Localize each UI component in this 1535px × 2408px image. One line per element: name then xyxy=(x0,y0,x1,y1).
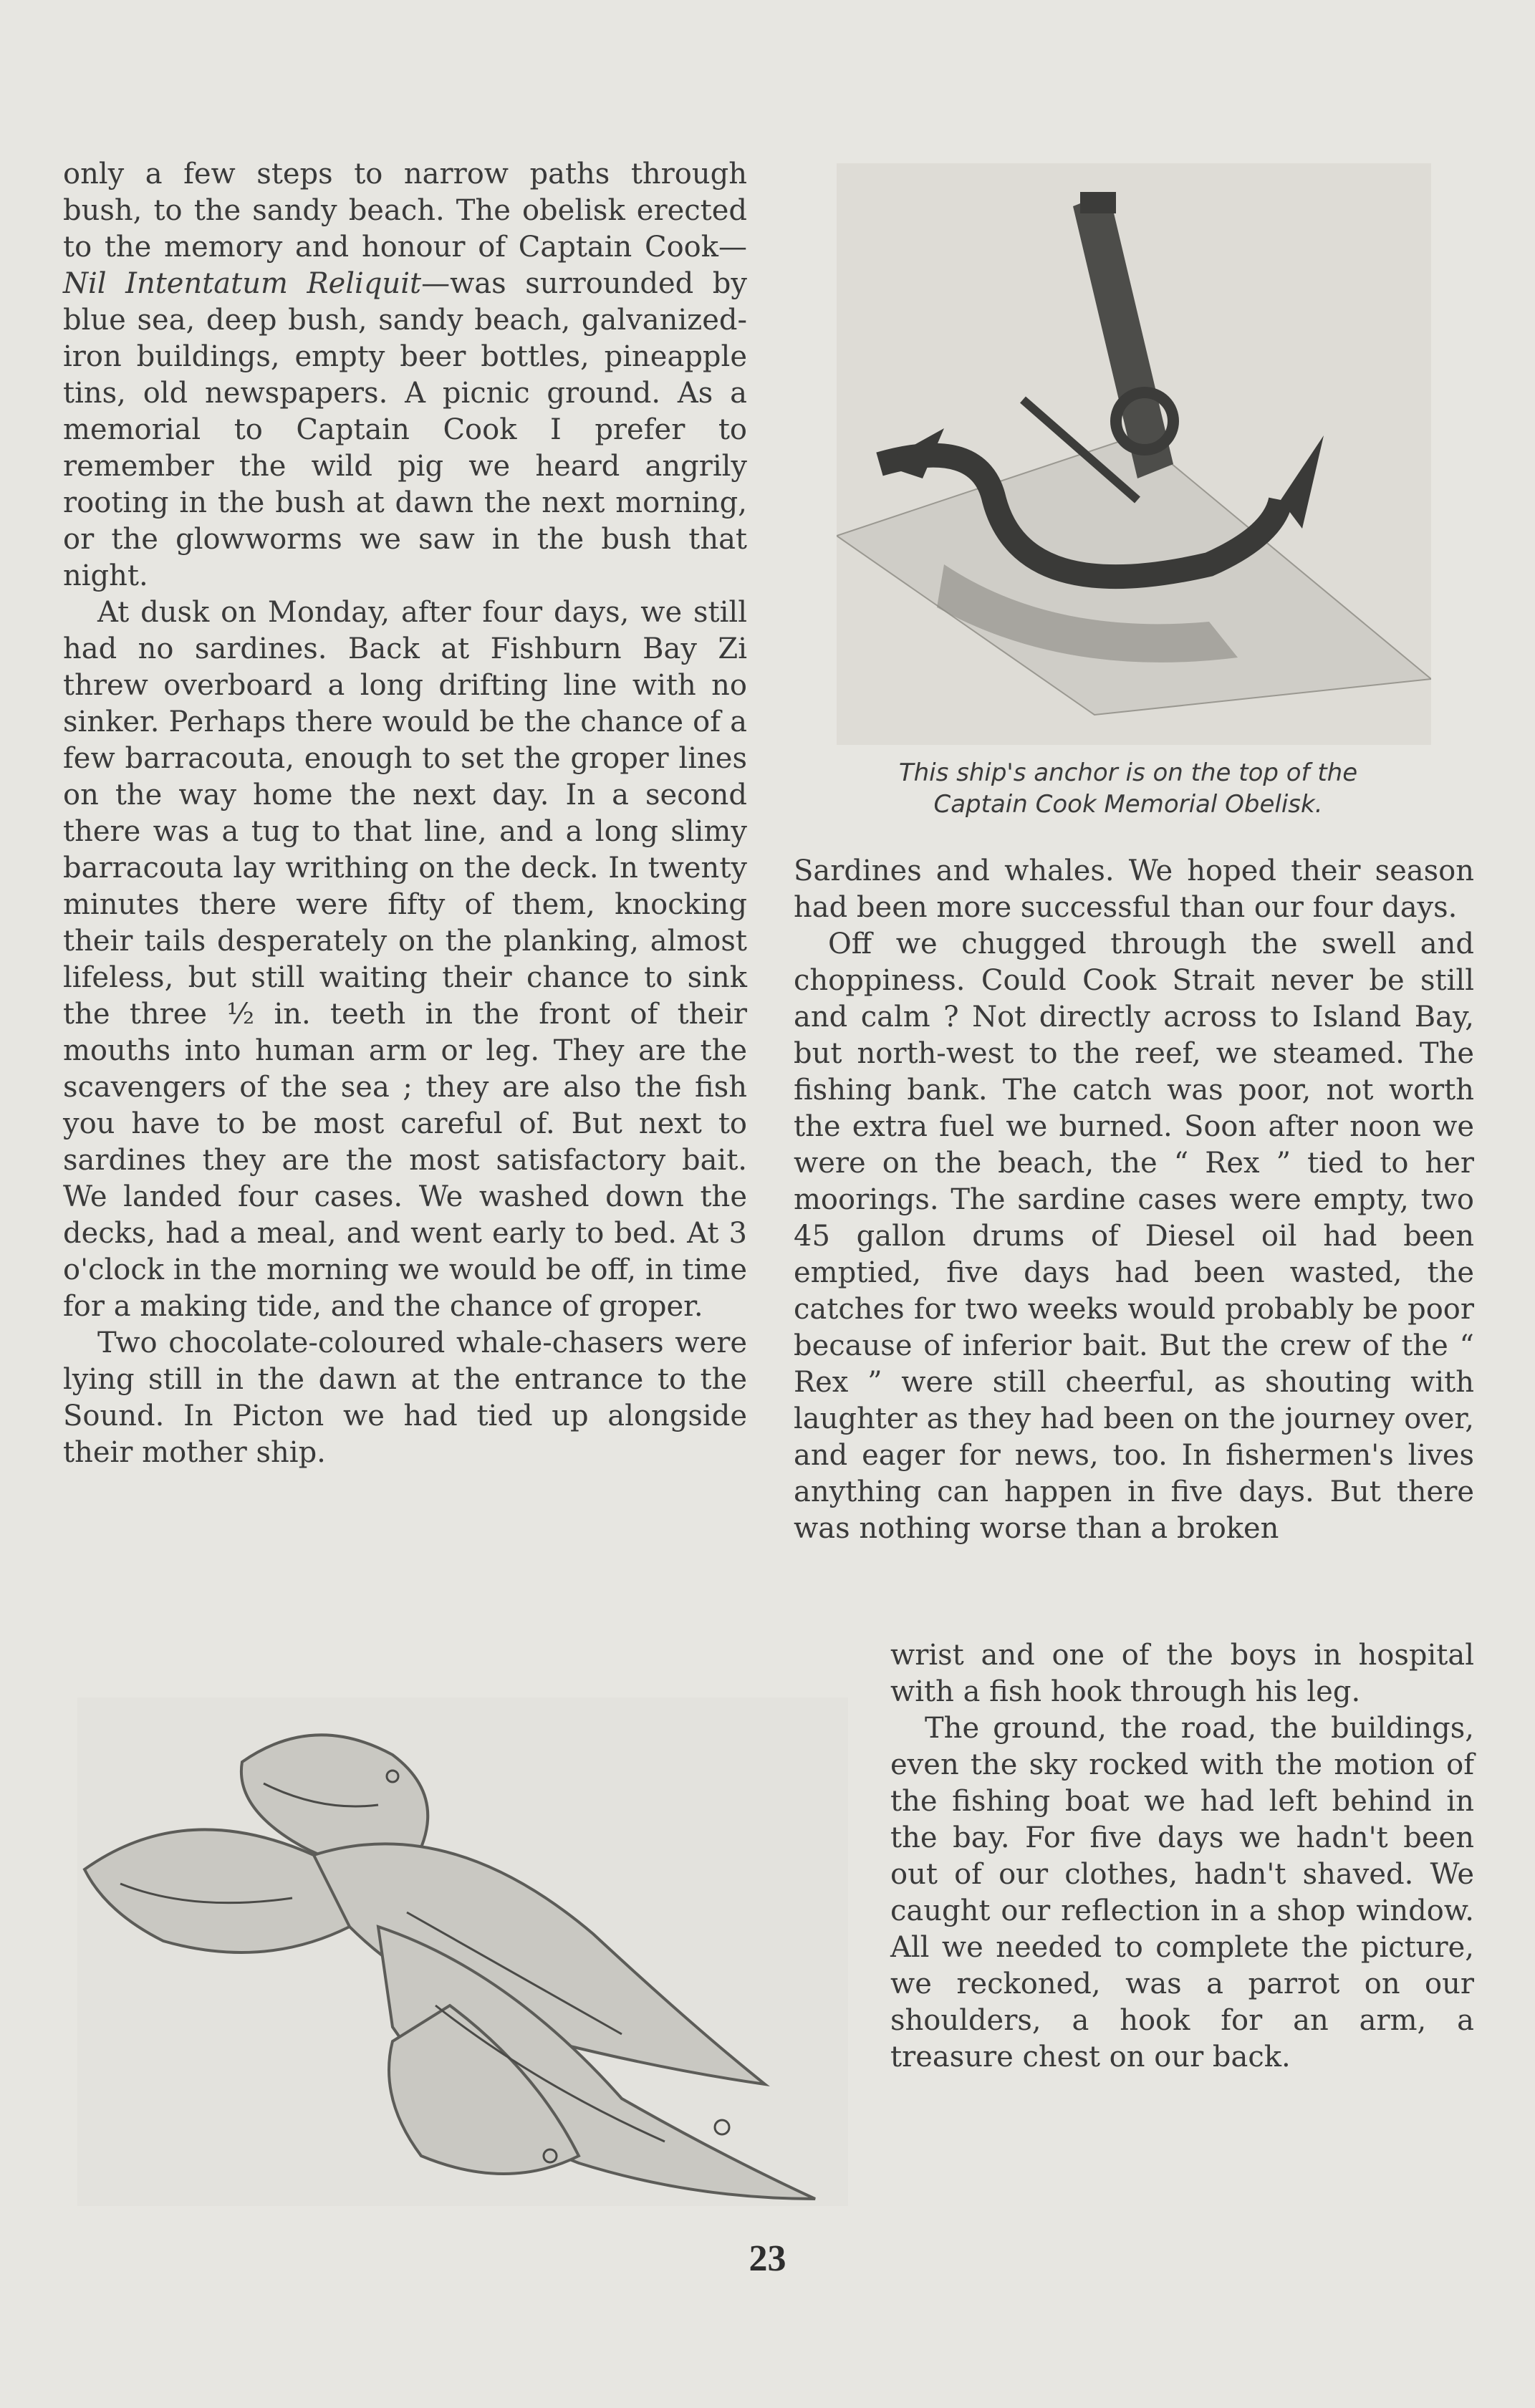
paragraph: Sardines and whales. We hoped their season had been more successful than our four days. xyxy=(794,854,1474,924)
right-column-narrow xyxy=(890,1637,1474,2076)
paragraph-text: only a few steps to narrow paths through bush, to the sandy beach. The obelisk erected to the memory and honour of Captain Cook— xyxy=(63,158,747,264)
paragraph: Off we chugged through the swell and choppiness. Could Cook Strait never be still and calm ? Not directly across to Island Bay, but north-west to the reef, we steamed. The fishing bank. The catch was poor, not worth the extra fuel we burned. Soon after noon we were on the beach, the “ Rex ” tied to her moorings. The sardine cases were empty, two 45 gallon drums of Diesel oil had been emptied, five days had been wasted, the catches for two weeks would probably be poor because of inferior bait. But the crew of the “ Rex ” were still cheerful, as shouting with laughter as they had been on the journey over, and eager for news, too. In fishermen's lives anything can happen in five days. But there was nothing worse than a broken xyxy=(794,928,1474,1545)
paragraph-continuation: wrist and one of the boys in hospital with a fish hook through his leg. xyxy=(890,1639,1474,1708)
right-column xyxy=(794,853,1474,1547)
barracouta-drawing xyxy=(77,1697,848,2206)
paragraph: At dusk on Monday, after four days, we still had no sardines. Back at Fishburn Bay Zi threw overboard a long drifting line with no sinker. Perhaps there would be the chance of a few barracouta, enough to set the groper lines on the way home the next day. In a second there was a tug to that line, and a long slimy barracouta lay writhing on the deck. In twenty minutes there were fifty of them, knocking their tails desperately on the planking, almost lifeless, but still waiting their chance to sink the three ½ in. teeth in the front of their mouths into human arm or leg. They are the scavengers of the sea ; they are also the fish you have to be most careful of. But next to sardines they are the most satisfactory bait. We landed four cases. We washed down the decks, had a meal, and went early to bed. At 3 o'clock in the morning we would be off, in time for a making tide, and the chance of groper. xyxy=(63,596,747,1323)
page-number: 23 xyxy=(749,2238,786,2279)
latin-motto: Nil Intentatum Reliquit xyxy=(63,267,422,300)
photo-caption xyxy=(802,757,1454,820)
caption-line: Captain Cook Memorial Obelisk. xyxy=(933,790,1323,819)
left-column xyxy=(63,156,747,1471)
caption-line: This ship's anchor is on the top of the xyxy=(898,758,1358,787)
anchor-photo xyxy=(837,163,1431,745)
fish-sketch xyxy=(77,1697,848,2206)
anchor-illustration xyxy=(837,163,1431,745)
paragraph xyxy=(63,156,747,594)
paragraph: Two chocolate-coloured whale-chasers were lying still in the dawn at the entrance to the Sound. In Picton we had tied up alongside their mother ship. xyxy=(63,1326,747,1469)
paragraph-text: —was surrounded by blue sea, deep bush, sandy beach, galvanized-iron buildings, empty beer bottles, pineapple tins, old newspapers. A picnic ground. As a memorial to Captain Cook I prefer to remember the wild pig we heard angrily rooting in the bush at dawn the next morning, or the glowworms we saw in the bush that night. xyxy=(63,267,747,592)
paragraph: The ground, the road, the buildings, even the sky rocked with the motion of the fishing boat we had left behind in the bay. For five days we hadn't been out of our clothes, hadn't shaved. We caught our reflection in a shop window. All we needed to complete the picture, we reckoned, was a parrot on our shoulders, a hook for an arm, a treasure chest on our back. xyxy=(890,1712,1474,2074)
